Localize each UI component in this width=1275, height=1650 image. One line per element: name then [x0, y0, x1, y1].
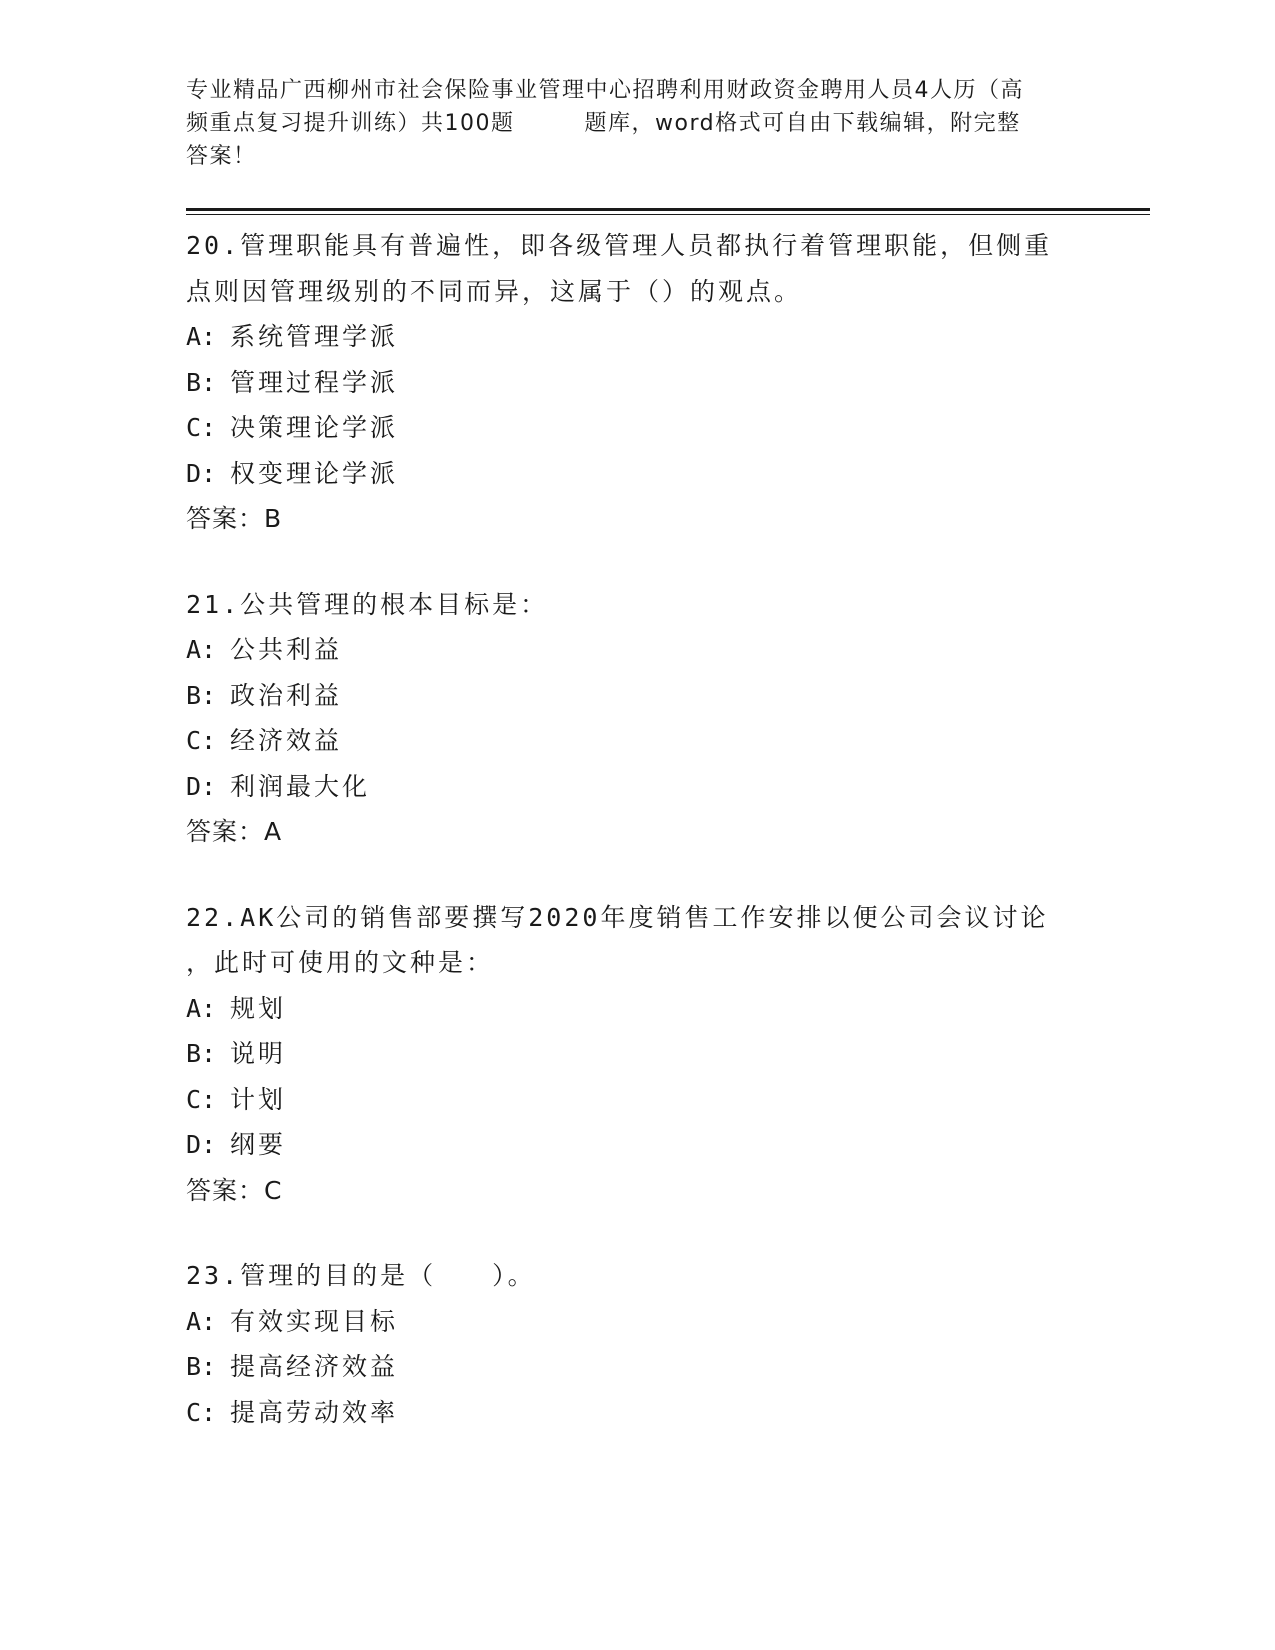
- question-stem-line: 点则因管理级别的不同而异，这属于（）的观点。: [186, 276, 803, 306]
- option-key: C:: [186, 1084, 217, 1114]
- option-key: A:: [186, 1306, 217, 1336]
- option-text: 决策理论学派: [230, 413, 399, 442]
- option-text: 系统管理学派: [230, 322, 399, 351]
- option-key: A:: [186, 635, 217, 664]
- header-title-line-2b: 题库，word格式可自由下载编辑，附完整: [584, 111, 1021, 136]
- header-divider-thick: [186, 208, 1150, 211]
- question-23: [186, 1253, 1086, 1435]
- option-key: D:: [186, 1130, 217, 1159]
- option-text: 纲要: [230, 1130, 287, 1159]
- option-a: [186, 986, 1086, 1032]
- question-stem-line: 23.管理的目的是（ ）。: [186, 1261, 536, 1290]
- question-22: [186, 895, 1086, 1214]
- option-key: B:: [186, 1352, 217, 1381]
- option-key: B:: [186, 367, 217, 397]
- question-21: [186, 582, 1086, 855]
- option-text: 说明: [230, 1039, 287, 1068]
- option-c: [186, 718, 1086, 764]
- answer-line: 答案：A: [186, 817, 283, 846]
- question-list: [186, 223, 1086, 1475]
- option-key: C:: [186, 1397, 217, 1427]
- option-text: 利润最大化: [230, 771, 371, 801]
- option-c: [186, 405, 1086, 451]
- option-a: [186, 314, 1086, 360]
- question-stem-line: 21.公共管理的根本目标是：: [186, 589, 549, 619]
- option-b: [186, 1344, 1086, 1390]
- option-text: 有效实现目标: [230, 1306, 399, 1336]
- option-text: 公共利益: [230, 635, 343, 664]
- option-key: D:: [186, 458, 217, 488]
- option-b: [186, 360, 1086, 406]
- option-c: [186, 1077, 1086, 1123]
- option-text: 政治利益: [230, 680, 343, 710]
- option-key: D:: [186, 771, 217, 801]
- header-title-line-3: 答案！: [186, 144, 257, 169]
- option-key: A:: [186, 993, 217, 1023]
- answer-line: 答案：C: [186, 1175, 283, 1205]
- question-stem-line: 20.管理职能具有普遍性，即各级管理人员都执行着管理职能，但侧重: [186, 231, 1053, 260]
- question-stem-line: 22.AK公司的销售部要撰写2020年度销售工作安排以便公司会议讨论: [186, 902, 1049, 932]
- question-stem-line: ，此时可使用的文种是：: [186, 948, 495, 977]
- option-key: C:: [186, 413, 217, 442]
- option-text: 规划: [230, 993, 287, 1023]
- option-d: [186, 764, 1086, 810]
- option-key: B:: [186, 1039, 217, 1068]
- option-text: 提高经济效益: [230, 1352, 399, 1381]
- option-text: 提高劳动效率: [230, 1397, 399, 1427]
- option-key: C:: [186, 726, 217, 755]
- option-d: [186, 451, 1086, 497]
- option-a: [186, 627, 1086, 673]
- option-text: 计划: [230, 1084, 287, 1114]
- header-title-line-1: 专业精品广西柳州市社会保险事业管理中心招聘利用财政资金聘用人员4人历（高: [186, 78, 1024, 103]
- option-text: 权变理论学派: [230, 458, 399, 488]
- header-title-line-2: [186, 107, 1086, 140]
- option-text: 经济效益: [230, 726, 343, 755]
- option-a: [186, 1299, 1086, 1345]
- option-b: [186, 673, 1086, 719]
- option-b: [186, 1031, 1086, 1077]
- option-text: 管理过程学派: [230, 367, 399, 397]
- option-key: A:: [186, 322, 217, 351]
- header-divider-thin: [186, 214, 1150, 215]
- option-c: [186, 1390, 1086, 1436]
- header-title-line-2a: 频重点复习提升训练）共100题: [186, 111, 515, 136]
- answer-line: 答案：B: [186, 504, 283, 533]
- document-header: [186, 74, 1086, 173]
- option-d: [186, 1122, 1086, 1168]
- option-key: B:: [186, 680, 217, 710]
- question-20: [186, 223, 1086, 542]
